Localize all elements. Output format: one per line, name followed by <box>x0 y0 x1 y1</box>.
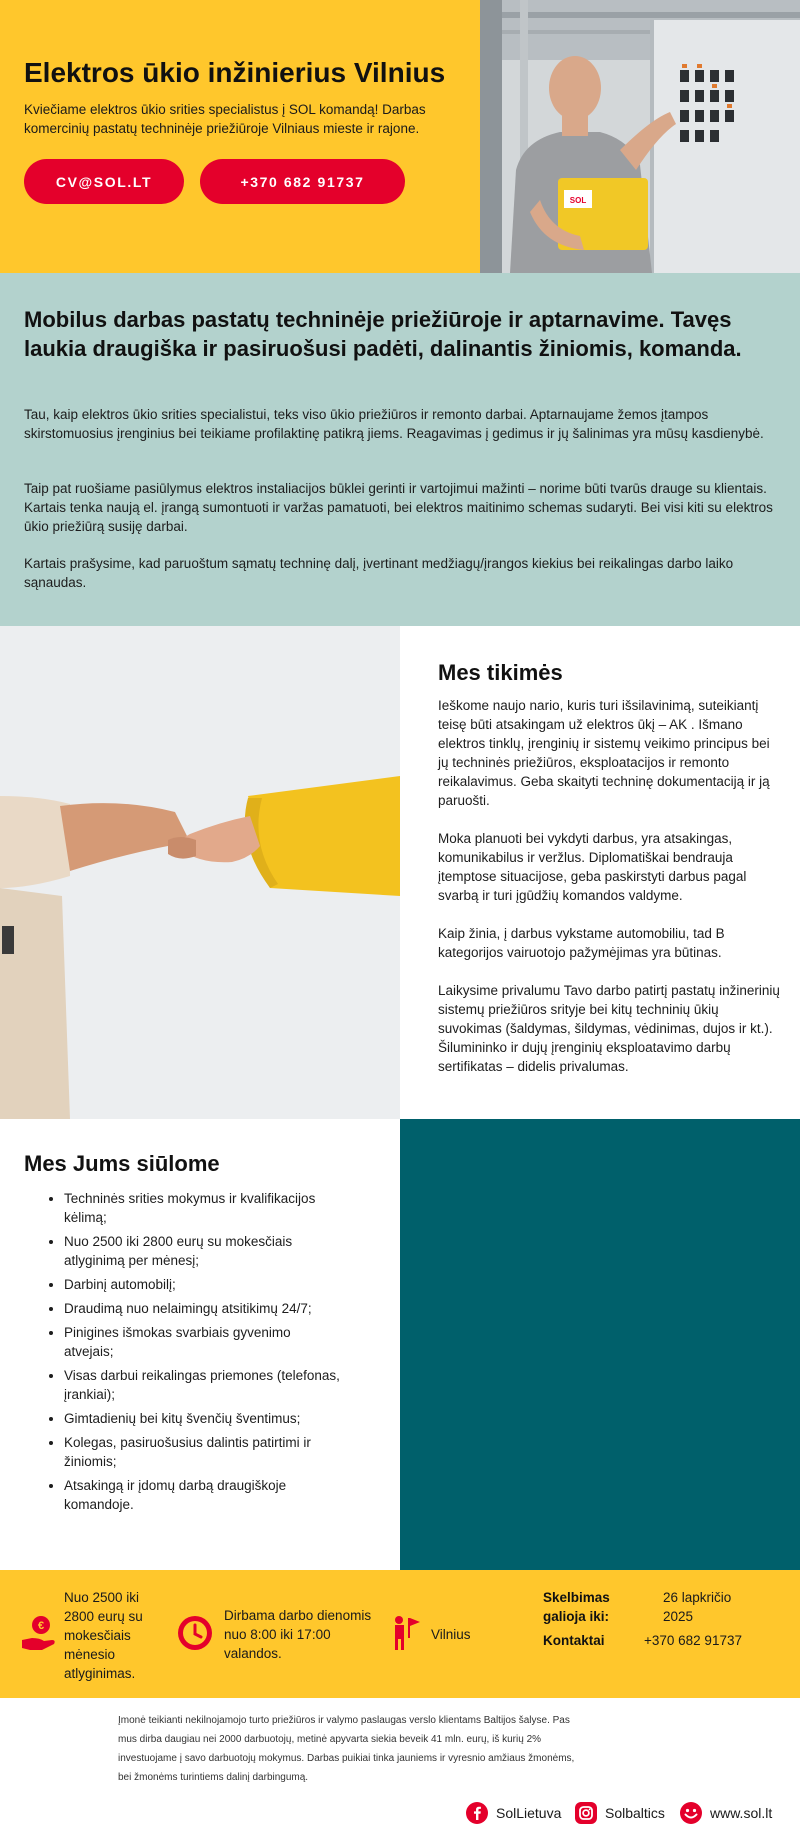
hero-section <box>0 0 800 273</box>
website-label: www.sol.lt <box>710 1805 773 1821</box>
phone-call-button[interactable]: +370 682 91737 <box>200 159 405 204</box>
offer-item: • Pinigines išmokas svarbiais gyvenimo atvejais; <box>64 1323 340 1361</box>
clock-icon <box>176 1614 214 1652</box>
sol-smiley-icon <box>680 1802 702 1824</box>
salary-info: Nuo 2500 iki 2800 eurų su mokesčiais mėnesio atlyginimas. <box>64 1590 143 1681</box>
hero-subtitle: Kviečiame elektros ūkio srities specialistus į SOL komandą! Darbas komercinių pastatų techninėje priežiūroje Vilniaus mieste ir rajone. <box>24 102 426 136</box>
company-about-text: Įmonė teikianti nekilnojamojo turto priežiūros ir valymo paslaugas verslo klientams Baltijos šalyse. Pas mus dirba daugiau nei 2000 darbuotojų, metinė apyvarta siekia beveik 41 mln. eurų, iš kurių 2% investuojame į savo darbuotojų mokymus. Darbas puikiai tinka jauniems ir vyresnio amžiaus žmonėms, bei žmonėms turintiems dalinį darbingumą. <box>118 1715 575 1783</box>
hero-text-block <box>24 56 464 138</box>
instagram-label: Solbaltics <box>605 1805 665 1821</box>
handshake-photo <box>0 626 400 1119</box>
cv-email-button[interactable]: CV@SOL.LT <box>24 159 184 204</box>
offer-item: • Kolegas, pasiruošusius dalintis patirtimi ir žiniomis; <box>64 1433 340 1471</box>
intro-paragraph-3: Kartais prašysime, kad paruoštum sąmatų techninę dalį, įvertinant medžiagų/įrangos kiekius bei reikalingas darbo laiko sąnaudas. <box>24 556 734 590</box>
euro-symbol: € <box>37 1620 45 1632</box>
offer-item: • Gimtadienių bei kitų švenčių šventimus; <box>64 1409 340 1428</box>
teal-decorative-panel <box>400 1119 800 1570</box>
offer-section <box>0 1119 400 1570</box>
offer-item: • Darbinį automobilį; <box>64 1275 340 1294</box>
facebook-label: SolLietuva <box>496 1805 562 1821</box>
offer-item: • Draudimą nuo nelaimingų atsitikimų 24/7; <box>64 1299 340 1318</box>
intro-heading: Mobilus darbas pastatų techninėje priežiūroje ir aptarnavime. Tavęs laukia draugiška ir pasiruošusi padėti, dalinantis žiniomis, komanda. <box>24 307 742 361</box>
facebook-link[interactable] <box>466 1802 561 1824</box>
page-title: Elektros ūkio inžinierius Vilnius <box>24 57 446 88</box>
instagram-icon <box>575 1802 597 1824</box>
intro-paragraph-1: Tau, kaip elektros ūkio srities specialistui, teks viso ūkio priežiūros ir remonto darbai. Aptarnaujame žemos įtampos skirstomuosius įrenginius bei teikiame profilaktinę patikrą jiems. Reagavimas į gedimus ir jų šalinimas yra mūsų kasdienybė. <box>24 407 764 441</box>
valid-until-label: Skelbimas galioja iki: <box>543 1590 610 1624</box>
location-person-flag-icon <box>390 1614 422 1652</box>
facebook-icon <box>466 1802 488 1824</box>
contacts-phone[interactable]: +370 682 91737 <box>644 1633 742 1648</box>
expectations-paragraph-3: Kaip žinia, į darbus vykstame automobiliu, tad B kategorijos vairuotojo pažymėjimas yra būtinas. <box>438 926 725 960</box>
instagram-link[interactable] <box>575 1802 665 1824</box>
website-link[interactable] <box>680 1802 772 1824</box>
contacts-label: Kontaktai <box>543 1633 605 1648</box>
expectations-paragraph-1: Ieškome naujo nario, kuris turi išsilavinimą, suteikiantį teisę būti atsakingam už elektros ūkį – AK . Išmano elektros tinklų, įrenginių ir sistemų veikimo principus bei jų techninės priežiūros, eksploatacijos ir remonto reikalavimus. Geba skaityti techninę dokumentaciją ir ją paruošti. <box>438 698 770 808</box>
expectations-section <box>438 660 780 1095</box>
offer-item: • Visas darbui reikalingas priemones (telefonas, įrankiai); <box>64 1366 340 1404</box>
offer-list <box>40 1189 340 1519</box>
expectations-paragraph-2: Moka planuoti bei vykdyti darbus, yra atsakingas, komunikabilus ir veržlus. Diplomatiškai bendrauja įtemptose situacijose, geba paskirstyti darbus pagal svarbą ir turi įgūdžių komandos valdyme. <box>438 831 747 903</box>
intro-section <box>0 273 800 626</box>
salary-hand-euro-icon <box>20 1614 58 1654</box>
offer-item: • Nuo 2500 iki 2800 eurų su mokesčiais atlyginimą per mėnesį; <box>64 1232 340 1270</box>
hero-photo-technician <box>480 0 800 273</box>
folder-sol-logo: SOL <box>569 196 587 205</box>
offer-item: • Atsakingą ir įdomų darbą draugiškoje komandoje. <box>64 1476 340 1514</box>
valid-until-date: 26 lapkričio 2025 <box>663 1590 732 1624</box>
job-info-strip <box>0 1570 800 1698</box>
work-hours-info: Dirbama darbo dienomis nuo 8:00 iki 17:00 valandos. <box>224 1608 372 1661</box>
intro-paragraph-2: Taip pat ruošiame pasiūlymus elektros instaliacijos būklei gerinti ir vartojimui mažinti – norime būti tvarūs drauge su klientais. Kartais tenka naują el. įrangą sumontuoti ir varžas pamatuoti, bei elektros maitinimo schemas sudaryti. Bei visi kiti su elektros ūkio priežiūrą susiję darbai. <box>24 481 773 534</box>
offer-item: • Techninės srities mokymus ir kvalifikacijos kėlimą; <box>64 1189 340 1227</box>
expectations-paragraph-4: Laikysime privalumu Tavo darbo patirtį pastatų inžinerinių sistemų priežiūros srityje bei kitų techninių ūkių suvokimas (šaldymas, šildymas, vėdinimas, dujos ir kt.). Šilumininko ir dujų įrenginių eksploatavimo darbų sertifikatas – didelis privalumas. <box>438 983 780 1074</box>
location-info: Vilnius <box>431 1627 471 1642</box>
offer-heading: Mes Jums siūlome <box>24 1151 220 1176</box>
expectations-heading: Mes tikimės <box>438 660 563 685</box>
